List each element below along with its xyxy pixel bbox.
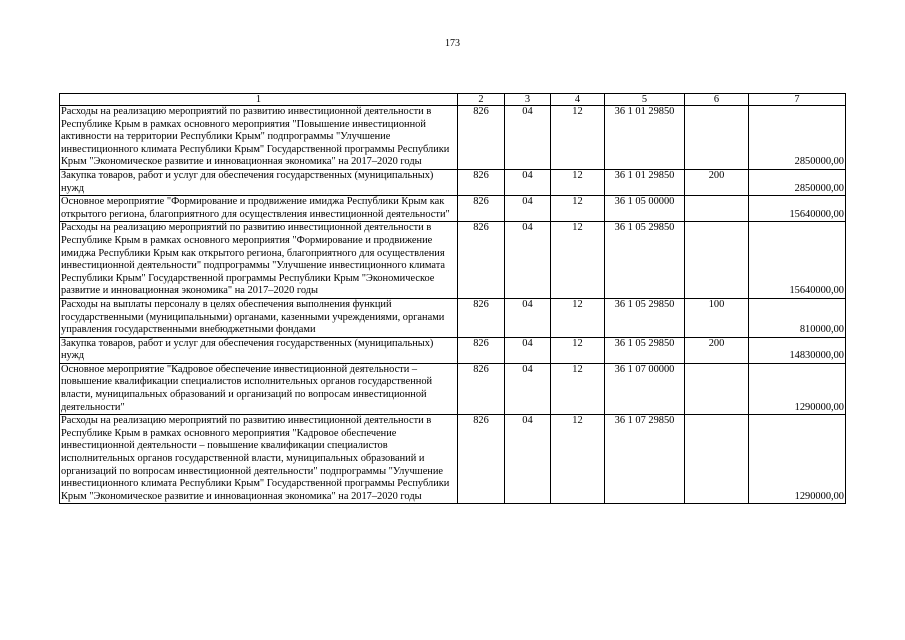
table-row xyxy=(60,337,846,363)
section-code-cell: 04 xyxy=(505,169,551,195)
section-code-cell: 04 xyxy=(505,196,551,222)
header-cell: 5 xyxy=(605,94,685,106)
ministry-code-cell: 826 xyxy=(458,337,505,363)
header-cell: 1 xyxy=(60,94,458,106)
amount-cell: 1290000,00 xyxy=(749,363,846,414)
target-article-cell: 36 1 05 29850 xyxy=(605,298,685,337)
ministry-code-cell: 826 xyxy=(458,196,505,222)
table-row xyxy=(60,106,846,170)
expense-type-cell xyxy=(685,415,749,504)
target-article-cell: 36 1 07 00000 xyxy=(605,363,685,414)
subsection-code-cell: 12 xyxy=(551,415,605,504)
expense-description-cell: Расходы на реализацию мероприятий по развитию инвестиционной деятельности в Республике Крым в рамках основного мероприятия "Кадровое обеспечение инвестиционной деятельности – повышение квалификации специалистов исполнительных органов государственной власти, муниципальных образований и организаций по вопросам инвестиционной деятельности" подпрограммы "Улучшение инвестиционного климата Республики Крым" Государственной программы Республики Крым "Экономическое развитие и инновационная экономика" на 2017–2020 годы xyxy=(60,415,458,504)
subsection-code-cell: 12 xyxy=(551,337,605,363)
table-body xyxy=(60,94,846,504)
expense-type-cell xyxy=(685,363,749,414)
header-cell: 6 xyxy=(685,94,749,106)
budget-table xyxy=(59,93,846,504)
amount-cell: 2850000,00 xyxy=(749,106,846,170)
ministry-code-cell: 826 xyxy=(458,298,505,337)
header-cell: 4 xyxy=(551,94,605,106)
page-number: 173 xyxy=(445,38,460,49)
amount-cell: 14830000,00 xyxy=(749,337,846,363)
ministry-code-cell: 826 xyxy=(458,222,505,299)
expense-description-cell: Основное мероприятие "Формирование и продвижение имиджа Республики Крым как открытого региона, благоприятного для осуществления инвестиционной деятельности" xyxy=(60,196,458,222)
target-article-cell: 36 1 07 29850 xyxy=(605,415,685,504)
target-article-cell: 36 1 01 29850 xyxy=(605,169,685,195)
expense-description-cell: Закупка товаров, работ и услуг для обеспечения государственных (муниципальных) нужд xyxy=(60,169,458,195)
subsection-code-cell: 12 xyxy=(551,106,605,170)
table-header-row xyxy=(60,94,846,106)
target-article-cell: 36 1 05 00000 xyxy=(605,196,685,222)
target-article-cell: 36 1 01 29850 xyxy=(605,106,685,170)
subsection-code-cell: 12 xyxy=(551,196,605,222)
section-code-cell: 04 xyxy=(505,222,551,299)
expense-type-cell: 100 xyxy=(685,298,749,337)
target-article-cell: 36 1 05 29850 xyxy=(605,222,685,299)
amount-cell: 1290000,00 xyxy=(749,415,846,504)
ministry-code-cell: 826 xyxy=(458,106,505,170)
section-code-cell: 04 xyxy=(505,337,551,363)
ministry-code-cell: 826 xyxy=(458,169,505,195)
expense-type-cell xyxy=(685,106,749,170)
table-row xyxy=(60,222,846,299)
section-code-cell: 04 xyxy=(505,298,551,337)
subsection-code-cell: 12 xyxy=(551,222,605,299)
amount-cell: 810000,00 xyxy=(749,298,846,337)
table-row xyxy=(60,196,846,222)
expense-type-cell xyxy=(685,196,749,222)
subsection-code-cell: 12 xyxy=(551,363,605,414)
expense-description-cell: Основное мероприятие "Кадровое обеспечение инвестиционной деятельности – повышение квалификации специалистов исполнительных органов государственной власти, муниципальных образований и организаций по вопросам инвестиционной деятельности" xyxy=(60,363,458,414)
table-row xyxy=(60,169,846,195)
amount-cell: 15640000,00 xyxy=(749,196,846,222)
header-cell: 2 xyxy=(458,94,505,106)
expense-description-cell: Расходы на реализацию мероприятий по развитию инвестиционной деятельности в Республике Крым в рамках основного мероприятия "Повышение инвестиционной активности на территории Республики Крым" подпрограммы "Улучшение инвестиционного климата Республики Крым" Государственной программы Республики Крым "Экономическое развитие и инновационная экономика" на 2017–2020 годы xyxy=(60,106,458,170)
section-code-cell: 04 xyxy=(505,415,551,504)
subsection-code-cell: 12 xyxy=(551,169,605,195)
expense-type-cell xyxy=(685,222,749,299)
section-code-cell: 04 xyxy=(505,106,551,170)
header-cell: 3 xyxy=(505,94,551,106)
table-row xyxy=(60,363,846,414)
expense-type-cell: 200 xyxy=(685,337,749,363)
expense-description-cell: Закупка товаров, работ и услуг для обеспечения государственных (муниципальных) нужд xyxy=(60,337,458,363)
section-code-cell: 04 xyxy=(505,363,551,414)
subsection-code-cell: 12 xyxy=(551,298,605,337)
expense-type-cell: 200 xyxy=(685,169,749,195)
amount-cell: 15640000,00 xyxy=(749,222,846,299)
target-article-cell: 36 1 05 29850 xyxy=(605,337,685,363)
table-row xyxy=(60,415,846,504)
expense-description-cell: Расходы на выплаты персоналу в целях обеспечения выполнения функций государственными (муниципальными) органами, казенными учреждениями, органами управления государственными внебюджетными фондами xyxy=(60,298,458,337)
table-row xyxy=(60,298,846,337)
ministry-code-cell: 826 xyxy=(458,363,505,414)
ministry-code-cell: 826 xyxy=(458,415,505,504)
expense-description-cell: Расходы на реализацию мероприятий по развитию инвестиционной деятельности в Республике Крым в рамках основного мероприятия "Формирование и продвижение имиджа Республики Крым как открытого региона, благоприятного для осуществления инвестиционной деятельности" подпрограммы "Улучшение инвестиционного климата Республики Крым" Государственной программы Республики Крым "Экономическое развитие и инновационная экономика" на 2017–2020 годы xyxy=(60,222,458,299)
header-cell: 7 xyxy=(749,94,846,106)
amount-cell: 2850000,00 xyxy=(749,169,846,195)
